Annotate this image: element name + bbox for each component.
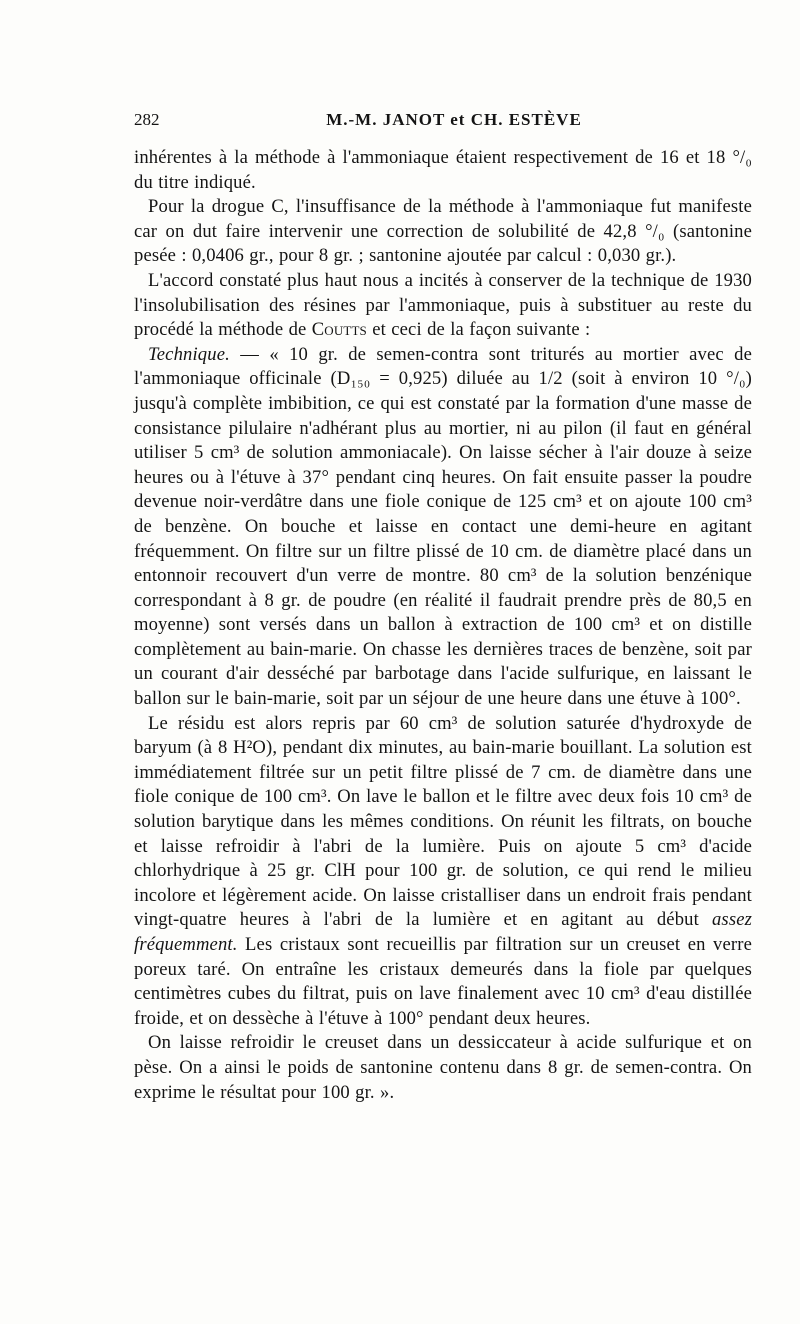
page-header: [134, 110, 774, 136]
paragraph-3: [134, 269, 752, 343]
paragraph-5-start: Le résidu est alors repris par 60 cm³ de solution saturée d'hydroxyde de baryum (à 8 H²O), pendant dix minutes, au bain-marie bouillant. La solution est immédiatement filtrée sur un petit filtre plissé de 7 cm. de diamètre dans une fiole conique de 100 cm³. On lave le ballon et le filtre avec deux fois 10 cm³ de solution barytique dans les mêmes conditions. On réunit les filtrats, on bouche et laisse refroidir à l'abri de la lumière. Puis on ajoute 5 cm³ d'acide chlorhydrique à 25 gr. ClH pour 100 gr. de solution, ce qui rend le milieu incolore et légèrement acide. On laisse cristalliser dans un endroit frais pendant vingt-quatre heures à l'abri de la lumière et en agitant au début: [134, 712, 752, 931]
paragraph-5-end: Les cristaux sont recueillis par filtration sur un creuset en verre poreux taré. On entraîne les cristaux demeurés dans la fiole par quelques centimètres cubes du filtrat, puis on lave finalement avec 10 cm³ d'eau distillée froide, et on dessèche à l'étuve à 100° pendant deux heures.: [134, 934, 752, 1029]
paragraph-1: inhérentes à la méthode à l'ammoniaque étaient respectivement de 16 et 18 °/₀ du titre indiqué.: [134, 147, 752, 193]
paragraph-6: On laisse refroidir le creuset dans un dessiccateur à acide sulfurique et on pèse. On a ainsi le poids de santonine contenu dans 8 gr. de semen-contra. On exprime le résultat pour 100 gr. ».: [134, 1032, 752, 1103]
author-name-coutts: Coutts: [311, 319, 367, 341]
technique-text: — « 10 gr. de semen-contra sont triturés au mortier avec de l'ammoniaque officinale (D₁₅₀ = 0,925) diluée au 1/2 (soit à environ 10 °/₀) jusqu'à complète imbibition, ce qui est constaté par la formation d'une masse de consistance pilulaire n'adhérant plus au mortier, ni au pilon (il faut en général utiliser 5 cm³ de solution ammoniacale). On laisse sécher à l'air douze à seize heures ou à l'étuve à 37° pendant cinq heures. On fait ensuite passer la poudre devenue noir-verdâtre dans une fiole conique de 125 cm³ et on ajoute 100 cm³ de benzène. On bouche et laisse en contact une demi-heure en agitant fréquemment. On filtre sur un filtre plissé de 10 cm. de diamètre placé dans un entonnoir recouvert d'un verre de montre. 80 cm³ de la solution benzénique correspondant à 8 gr. de poudre (en réalité il faudrait prendre près de 80,5 en moyenne) sont versés dans un ballon à extraction de 100 cm³ et on distille complètement au bain-marie. On chasse les dernières traces de benzène, soit par un courant d'air desséché par barbotage dans l'acide sulfurique, en laissant le ballon sur le bain-marie, soit par un séjour de une heure dans une étuve à 100°.: [134, 343, 752, 710]
technique-label: Technique.: [148, 343, 230, 365]
paragraph-2: Pour la drogue C, l'insuffisance de la méthode à l'ammoniaque fut manifeste car on dut faire intervenir une correction de solubilité de 42,8 °/₀ (santonine pesée : 0,0406 gr., pour 8 gr. ; santonine ajoutée par calcul : 0,030 gr.).: [134, 196, 752, 267]
paragraph-3-end: et ceci de la façon suivante :: [366, 319, 591, 341]
paragraph-5-italic: assez fréquemment.: [134, 909, 752, 955]
paragraph-technique: [134, 343, 752, 712]
body-text: [134, 146, 752, 1105]
running-head: M.-M. JANOT et CH. ESTÈVE: [326, 110, 582, 129]
page-number: 282: [134, 110, 160, 129]
paragraph-5: [134, 712, 752, 1032]
paragraph-3-start: L'accord constaté plus haut nous a incités à conserver de la technique de 1930 l'insolubilisation des résines par l'ammoniaque, puis à substituer au reste du procédé la méthode de: [134, 269, 752, 341]
